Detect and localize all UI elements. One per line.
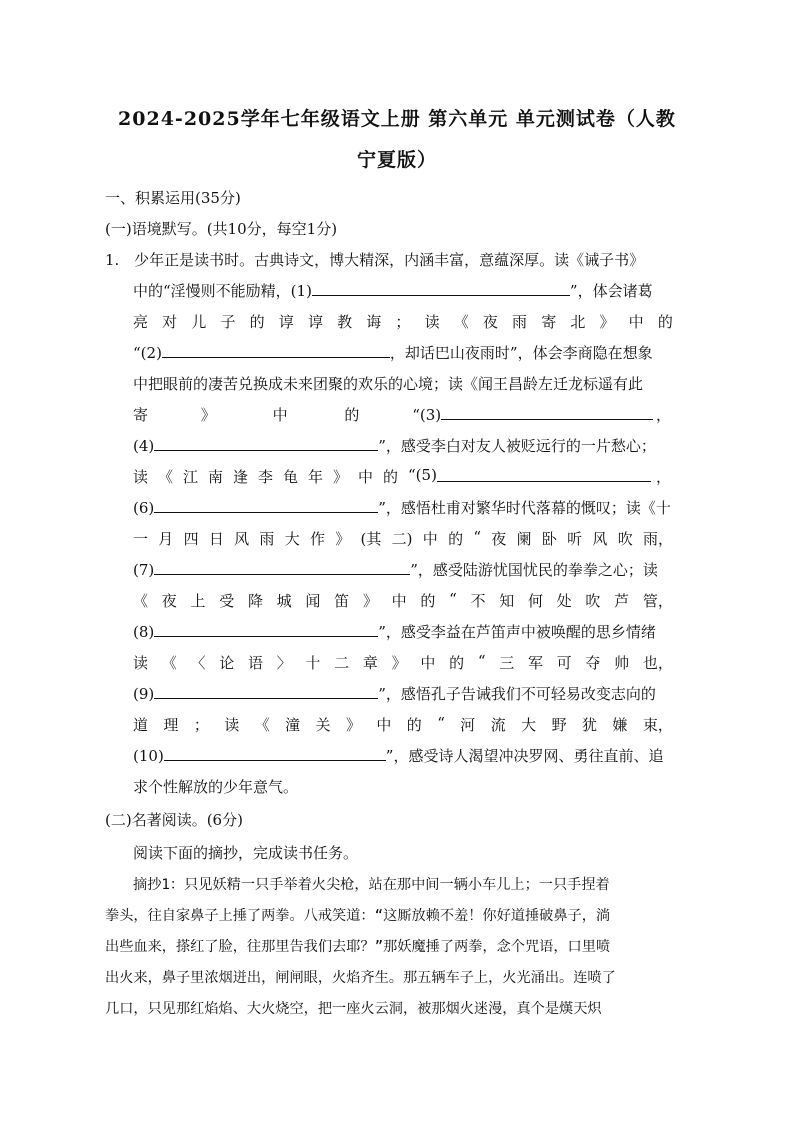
blank-2[interactable] (162, 343, 390, 358)
text-segment: ”，感受李白对友人被贬远行的一片愁心； (378, 437, 656, 455)
text-char: 上 (190, 592, 206, 610)
text-char: 芦 (614, 592, 630, 610)
text-char: 的 (249, 313, 265, 331)
text-segment: ”，感受李益在芦笛声中被唤醒的思乡情绪 (378, 623, 656, 641)
text-char: 不 (470, 592, 486, 610)
text-char: 管， (642, 592, 673, 610)
blank-10[interactable] (164, 746, 386, 761)
text-char: 受 (219, 592, 235, 610)
blank-6[interactable] (154, 498, 378, 513)
text-char: 夺 (585, 654, 601, 672)
excerpt-line: 出火来，鼻子里浓烟迸出，闸闸眼，火焰齐生。那五辆车子上，火光涌出。连喷了 (105, 970, 616, 986)
text-segment (133, 466, 437, 487)
text-char: 》 (345, 716, 361, 734)
text-char: 龟 (283, 468, 299, 486)
text-segment: (6) (133, 499, 155, 517)
text-segment: (7) (133, 561, 155, 579)
question-1-line-15 (133, 683, 656, 704)
text-char: 〉 (276, 654, 292, 672)
text-char: 犹 (581, 716, 597, 734)
text-char: 寄 (541, 313, 557, 331)
text-char: 读 (133, 468, 149, 486)
text-char: 的 (383, 468, 399, 486)
question-1-line-1 (105, 249, 644, 270)
text-char: 城 (276, 592, 292, 610)
question-1-line-7 (133, 435, 656, 456)
text-char: 雨 (512, 313, 528, 331)
text-char: 中 (358, 468, 374, 486)
text-segment: 》 (200, 406, 216, 424)
text-char: 《 (133, 592, 149, 610)
part-two-heading: (二)名著阅读。(6分) (105, 811, 243, 829)
text-char: 读 (133, 654, 149, 672)
text-char: 一 (133, 530, 149, 548)
question-1-line-5: 中把眼前的凄苦兑换成未来团聚的欢乐的心境；读《闻王昌龄左迁龙标遥有此 (133, 375, 644, 393)
blank-8[interactable] (154, 622, 378, 637)
question-1-line-8 (133, 466, 673, 487)
text-char: 子 (220, 313, 236, 331)
blank-4[interactable] (154, 436, 378, 451)
text-char: 诲 (366, 313, 382, 331)
question-1-line-3 (133, 311, 673, 332)
question-1-line-12 (133, 590, 673, 611)
question-number: 1. (105, 251, 120, 269)
text-segment: 中的“淫慢则不能励精，(1) (133, 282, 312, 300)
text-char: 吹 (585, 592, 601, 610)
text-char: 夜 (491, 530, 507, 548)
text-segment: 中 (272, 406, 288, 424)
question-1-line-6 (133, 404, 673, 425)
text-char: 谆 (278, 313, 294, 331)
question-1-line-18: 求个性解放的少年意气。 (133, 778, 299, 796)
text-char: 《 (158, 468, 174, 486)
text-char: 知 (499, 592, 515, 610)
text-char: 笛 (334, 592, 350, 610)
blank-1[interactable] (312, 281, 570, 296)
text-char: 语 (247, 654, 263, 672)
text-char: 河 (460, 716, 476, 734)
text-char: 中 (628, 313, 644, 331)
text-char: 二 (334, 654, 350, 672)
text-segment: ， (655, 468, 671, 486)
text-char: 谆 (307, 313, 323, 331)
text-segment: “(3) (412, 406, 442, 424)
text-char: 二) (391, 530, 413, 548)
text-char: “(5) (408, 466, 437, 484)
text-char: 十 (305, 654, 321, 672)
text-char: (其 (360, 530, 382, 548)
text-char: 吹 (617, 530, 633, 548)
text-char: 读 (424, 313, 440, 331)
text-char: 日 (208, 530, 224, 548)
text-char: 对 (162, 313, 178, 331)
text-char: 作 (309, 530, 325, 548)
text-char: 亮 (133, 313, 149, 331)
text-char: 道 (133, 716, 149, 734)
text-segment: ”，感受陆游忧国忧民的拳拳之心；读 (410, 561, 658, 579)
text-char: 风 (234, 530, 250, 548)
question-1-line-9 (133, 497, 671, 518)
text-char: 中 (376, 716, 392, 734)
text-char: 阑 (516, 530, 532, 548)
part-one-heading: (一)语境默写。(共10分，每空1分) (105, 220, 338, 238)
text-char: 三 (499, 654, 515, 672)
text-segment: (10) (133, 747, 164, 765)
text-char: 也， (642, 654, 673, 672)
text-char: 嫌 (612, 716, 628, 734)
text-char: 何 (527, 592, 543, 610)
text-char: 关 (315, 716, 331, 734)
text-segment: ”，感悟孔子告诫我们不可轻易改变志向的 (378, 685, 656, 703)
text-char: “ (449, 590, 457, 608)
question-text: 少年正是读书时。古典诗文，博大精深，内涵丰富，意蕴深厚。读《诫子书》 (134, 251, 645, 269)
question-1-line-13 (133, 621, 656, 642)
text-char: 束， (642, 716, 673, 734)
text-char: 四 (183, 530, 199, 548)
text-char: 的 (449, 654, 465, 672)
text-segment: (8) (133, 623, 155, 641)
text-char: 教 (337, 313, 353, 331)
text-char: 的 (448, 530, 464, 548)
text-char: 中 (422, 530, 438, 548)
question-1-line-17 (133, 745, 663, 766)
text-segment: ， (655, 406, 671, 424)
text-char: 江 (183, 468, 199, 486)
text-char: 夜 (161, 592, 177, 610)
blank-9[interactable] (154, 684, 378, 699)
excerpt-line: 摘抄1：只见妖精一只手举着火尖枪，站在那中间一辆小车儿上；一只手捏着 (133, 877, 610, 893)
text-char: 》 (391, 654, 407, 672)
text-char: 读 (224, 716, 240, 734)
text-char: 潼 (285, 716, 301, 734)
text-segment: 的 (344, 406, 360, 424)
text-char: 野 (551, 716, 567, 734)
text-char: 闻 (305, 592, 321, 610)
text-char: 卧 (541, 530, 557, 548)
exam-title-continued: 宁夏版） (356, 149, 437, 171)
text-char: 儿 (191, 313, 207, 331)
text-segment: ”，感受诗人渴望冲决罗网、勇往直前、追 (385, 747, 664, 765)
text-char: 年 (308, 468, 324, 486)
text-char: 李 (258, 468, 274, 486)
text-char: 军 (527, 654, 543, 672)
text-segment: (4) (133, 437, 155, 455)
text-char: 〈 (190, 654, 206, 672)
text-char: 论 (219, 654, 235, 672)
text-char: 》 (599, 313, 615, 331)
blank-5[interactable] (437, 467, 651, 482)
text-char: 理 (163, 716, 179, 734)
excerpt-line: 出些血来，搽红了脸，往那里告我们去耶？”那妖魔捶了两拳，念个咒语，口里喷 (105, 939, 611, 955)
text-char: 北 (570, 313, 586, 331)
question-1-line-14 (133, 652, 673, 673)
text-segment: 寄 (133, 406, 149, 424)
text-char: 夜 (482, 313, 498, 331)
text-char: 《 (453, 313, 469, 331)
text-char: 风 (592, 530, 608, 548)
text-segment: ”，体会诸葛 (569, 282, 653, 300)
text-char: 的 (406, 716, 422, 734)
text-char: 的 (657, 313, 673, 331)
text-char: 雨 (259, 530, 275, 548)
text-char: 月 (158, 530, 174, 548)
blank-7[interactable] (154, 560, 410, 575)
text-char: 帅 (614, 654, 630, 672)
text-char: 章 (362, 654, 378, 672)
text-char: “ (473, 528, 482, 546)
excerpt-line: 拳头，往自家鼻子上捶了两拳。八戒笑道：“这厮放赖不羞！你好道捶破鼻子，淌 (105, 908, 611, 924)
question-1-line-11 (133, 559, 658, 580)
text-char: 南 (208, 468, 224, 486)
text-char: 处 (556, 592, 572, 610)
text-segment: (9) (133, 685, 155, 703)
text-char: 降 (247, 592, 263, 610)
blank-3[interactable] (441, 405, 653, 420)
section-heading: 一、积累运用(35分) (105, 189, 241, 207)
text-char: 中 (391, 592, 407, 610)
text-char: 《 (161, 654, 177, 672)
text-char: “ (477, 652, 486, 670)
question-1-line-10 (133, 528, 673, 549)
text-char: 的 (420, 592, 436, 610)
text-char: “ (437, 714, 445, 732)
text-segment: ，却话巴山夜雨时”，体会李商隐在想象 (389, 344, 653, 362)
text-char: 》 (333, 468, 349, 486)
exam-title: 2024-2025学年七年级语文上册 第六单元 单元测试卷（人教 (118, 108, 676, 130)
question-1-line-16 (133, 714, 673, 735)
text-char: 《 (254, 716, 270, 734)
text-char: 雨， (642, 530, 673, 548)
excerpt-line: 几口，只见那红焰焰、大火烧空，把一座火云洞，被那烟火迷漫，真个是熯天炽 (105, 1001, 602, 1017)
question-1-line-2 (133, 280, 653, 301)
text-char: 可 (556, 654, 572, 672)
instruction-text: 阅读下面的摘抄，完成读书任务。 (133, 844, 359, 862)
text-char: ； (193, 716, 209, 734)
text-char: 大 (284, 530, 300, 548)
text-segment: “(2) (133, 344, 162, 362)
question-1-line-4 (133, 342, 653, 363)
text-char: 逢 (233, 468, 249, 486)
text-char: 听 (567, 530, 583, 548)
text-segment: ”，感悟杜甫对繁华时代落幕的慨叹；读《十 (378, 499, 671, 517)
text-char: 流 (490, 716, 506, 734)
text-char: 》 (362, 592, 378, 610)
text-char: ； (395, 313, 411, 331)
text-char: 中 (420, 654, 436, 672)
text-char: 大 (521, 716, 537, 734)
text-char: 》 (335, 530, 351, 548)
